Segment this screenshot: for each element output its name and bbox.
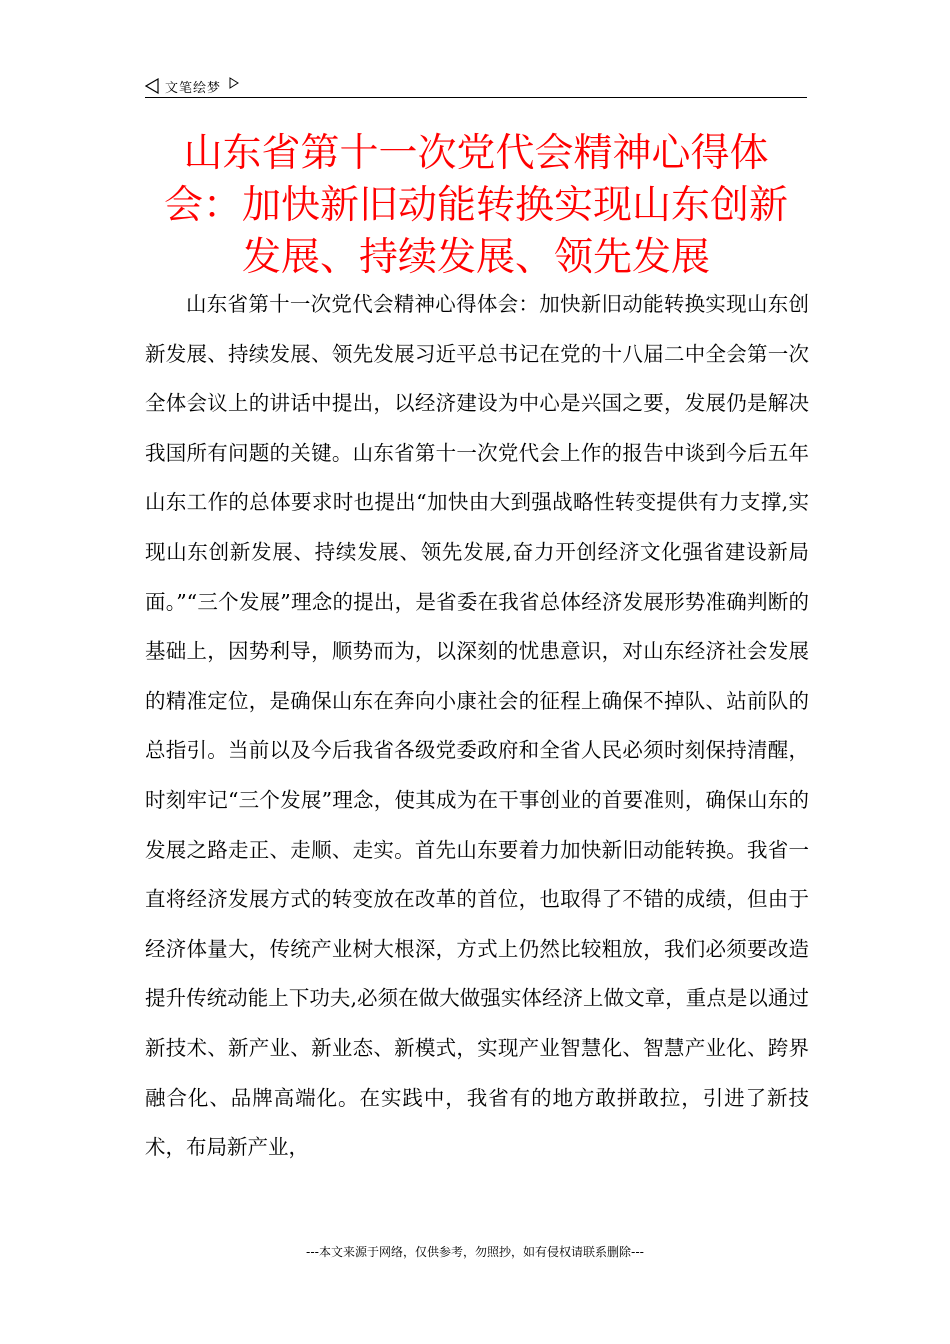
header-divider (145, 97, 807, 98)
document-title: 山东省第十一次党代会精神心得体会：加快新旧动能转换实现山东创新发展、持续发展、领先发展 (163, 131, 788, 280)
footer-notice: ---本文来源于网络，仅供参考，勿照抄，如有侵权请联系删除--- (306, 1245, 644, 1259)
document-body: 山东省第十一次党代会精神心得体会：加快新旧动能转换实现山东创新发展、持续发展、领先发展习近平总书记在党的十八届二中全会第一次全体会议上的讲话中提出，以经济建设为中心是兴国之要，发展仍是解决我国所有问题的关键。山东省第十一次党代会上作的报告中谈到今后五年山东工作的总体要求时也提出“加快由大到强战略性转变提供有力支撑,实现山东创新发展、持续发展、领先发展,奋力开创经济文化强省建设新局面。”“三个发展”理念的提出，是省委在我省总体经济发展形势准确判断的基础上，因势利导，顺势而为，以深刻的忧患意识，对山东经济社会发展的精准定位，是确保山东在奔向小康社会的征程上确保不掉队、站前队的总指引。当前以及今后我省各级党委政府和全省人民必须时刻保持清醒，时刻牢记“三个发展”理念，使其成为在干事创业的首要准则，确保山东的发展之路走正、走顺、走实。首先山东要着力加快新旧动能转换。我省一直将经济发展方式的转变放在改革的首位，也取得了不错的成绩，但由于经济体量大，传统产业树大根深，方式上仍然比较粗放，我们必须要改造提升传统动能上下功夫,必须在做大做强实体经济上做文章，重点是以通过新技术、新产业、新业态、新模式，实现产业智慧化、智慧产业化、跨界融合化、品牌高端化。在实践中，我省有的地方敢拼敢拉，引进了新技术，布局新产业， (145, 292, 809, 1160)
triangle-left-outline-icon (145, 78, 159, 94)
header-brand: 文笔绘梦 (165, 80, 222, 96)
triangle-right-outline-icon (229, 77, 239, 89)
document-header (145, 74, 807, 98)
